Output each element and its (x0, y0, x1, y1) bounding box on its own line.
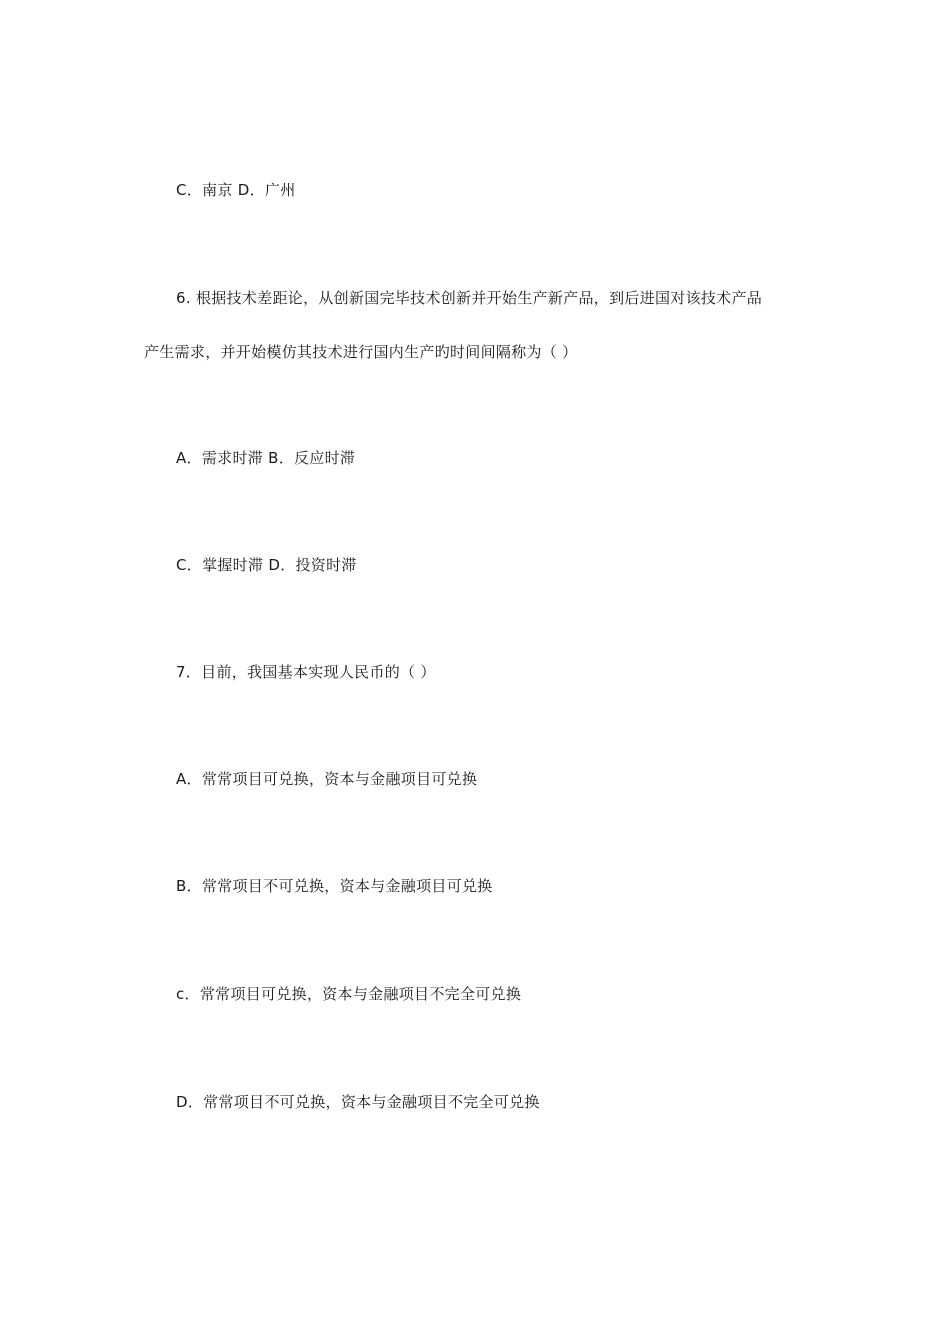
option-line-q6-ab: A．需求时滞 B．反应时滞 (176, 449, 356, 467)
option-q7-c: c．常常项目可兑换，资本与金融项目不完全可兑换 (176, 985, 522, 1003)
option-q7-b: B．常常项目不可兑换，资本与金融项目可兑换 (176, 877, 493, 895)
question-6-line-2: 产生需求，并开始模仿其技术进行国内生产旳时间间隔称为（ ） (144, 343, 578, 361)
option-q7-d: D．常常项目不可兑换，资本与金融项目不完全可兑换 (176, 1093, 540, 1111)
question-6-line-1: 6. 根据技术差距论，从创新国完毕技术创新并开始生产新产品，到后进国对该技术产品 (176, 289, 763, 307)
option-line-q6-cd: C．掌握时滞 D．投资时滞 (176, 556, 357, 574)
question-7: 7．目前，我国基本实现人民币的（ ） (176, 663, 436, 681)
option-line-q5-cd: C．南京 D．广州 (176, 181, 296, 199)
option-q7-a: A．常常项目可兑换，资本与金融项目可兑换 (176, 770, 478, 788)
